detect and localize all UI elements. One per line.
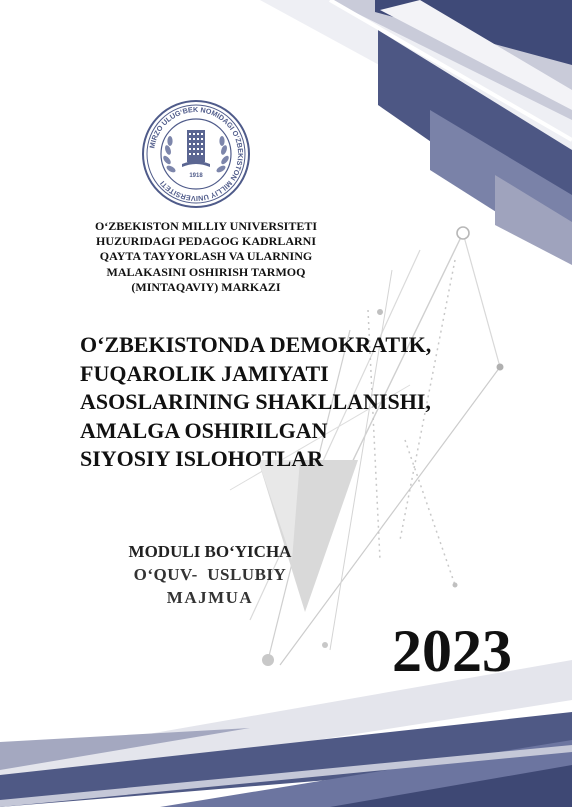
institution-line: HUZURIDAGI PEDAGOG KADRLARNI xyxy=(95,234,316,249)
document-subtitle xyxy=(90,540,330,609)
publication-year: 2023 xyxy=(392,618,512,684)
seal-year: 1918 xyxy=(189,173,203,179)
document-title xyxy=(80,331,520,474)
deco-ring xyxy=(457,227,469,239)
institution-name xyxy=(60,219,352,295)
deco-dot xyxy=(262,654,274,666)
title-line: AMALGA OSHIRILGAN xyxy=(80,417,328,443)
institution-line: MALAKASINI OSHIRISH TARMOQ xyxy=(106,264,306,279)
deco-dot xyxy=(453,583,458,588)
institution-line: (MINTAQAVIY) MARKAZI xyxy=(131,279,281,294)
title-line: ASOSLARINING SHAKLLANISHI, xyxy=(80,389,431,414)
subtitle-line-3: MAJMUA xyxy=(166,588,254,607)
institution-line: QAYTA TAYYORLASH VA ULARNING xyxy=(99,249,313,264)
seal-ring-text: MIRZO ULUG‘BEK NOMIDAGI O‘ZBEKISTON MILLIY UNIVERSITETI xyxy=(147,104,246,204)
deco-dot xyxy=(377,309,383,315)
institution-line: O‘ZBEKISTON MILLIY UNIVERSITETI xyxy=(94,219,318,233)
title-line: SIYOSIY ISLOHOTLAR xyxy=(80,446,324,471)
subtitle-line-2: O‘QUV- USLUBIY xyxy=(133,565,287,584)
title-line: O‘ZBEKISTONDA DEMOKRATIK, xyxy=(80,332,432,357)
university-seal xyxy=(142,100,250,208)
title-line: FUQAROLIK JAMIYATI xyxy=(80,360,329,386)
subtitle-line-1: MODULI BO‘YICHA xyxy=(128,542,292,561)
deco-dot xyxy=(322,642,328,648)
